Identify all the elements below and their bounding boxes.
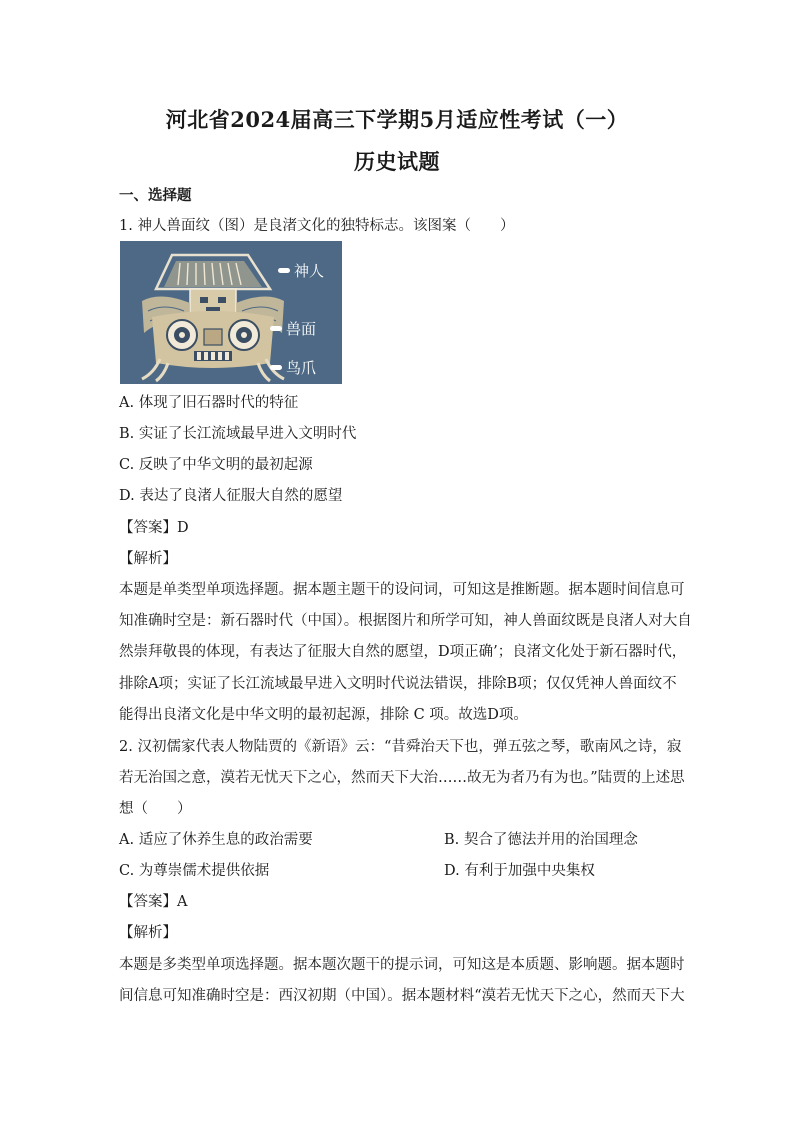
q2-option-d: D. 有利于加强中央集权 xyxy=(444,863,595,879)
q1-option-d: D. 表达了良渚人征服大自然的愿望 xyxy=(119,488,343,504)
q2-stem-line: 2. 汉初儒家代表人物陆贾的《新语》云：“昔舜治天下也，弹五弦之琴，歌南风之诗，寂 xyxy=(119,739,682,755)
q2-option-b: B. 契合了德法并用的治国理念 xyxy=(444,832,638,848)
q2-option-a: A. 适应了休养生息的政治需要 xyxy=(119,832,313,848)
figure-label-deity: 神人 xyxy=(294,262,325,280)
q1-analysis-line: 知准确时空是：新石器时代（中国）。根据图片和所学可知，神人兽面纹既是良渚人对大自 xyxy=(119,613,692,629)
document-subtitle: 历史试题 xyxy=(354,149,440,174)
figure-label-beast-face: 兽面 xyxy=(286,320,317,338)
q2-answer: 【答案】A xyxy=(119,894,188,910)
q1-analysis-line: 能得出良渚文化是中华文明的最初起源，排除 C 项。故选D项。 xyxy=(119,707,528,723)
section-heading: 一、选择题 xyxy=(119,187,192,204)
q1-option-c: C. 反映了中华文明的最初起源 xyxy=(119,457,313,473)
q2-stem-line: 想（ ） xyxy=(119,801,192,817)
q1-option-b: B. 实证了长江流域最早进入文明时代 xyxy=(119,426,357,442)
q2-option-c: C. 为尊崇儒术提供依据 xyxy=(119,863,270,879)
q2-analysis-line: 本题是多类型单项选择题。据本题次题干的提示词，可知这是本质题、影响题。据本题时 xyxy=(119,957,685,973)
q2-analysis-line: 间信息可知准确时空是：西汉初期（中国）。据本题材料“漠若无忧天下之心，然而天下大 xyxy=(119,988,685,1004)
q1-option-a: A. 体现了旧石器时代的特征 xyxy=(119,395,299,411)
q1-analysis-line: 排除A项；实证了长江流域最早进入文明时代说法错误，排除B项；仅仅凭神人兽面纹不 xyxy=(119,676,677,692)
document-title: 河北省2024届高三下学期5月适应性考试（一） xyxy=(165,107,629,132)
q1-answer: 【答案】D xyxy=(119,520,189,536)
q2-analysis-label: 【解析】 xyxy=(119,925,177,941)
q1-analysis-line: 然崇拜敬畏的体现，有表达了征服大自然的愿望，D项正确’；良渚文化处于新石器时代， xyxy=(119,644,687,660)
figure-label-bird-claw: 鸟爪 xyxy=(286,359,317,377)
q2-stem-line: 若无治国之意，漠若无忧天下之心，然而天下大治……故无为者乃有为也。”陆贾的上述思 xyxy=(119,770,685,786)
q1-analysis-line: 本题是单类型单项选择题。据本题主题干的设问词，可知这是推断题。据本题时间信息可 xyxy=(119,582,685,598)
q1-stem: 1. 神人兽面纹（图）是良渚文化的独特标志。该图案（ ） xyxy=(119,218,515,234)
q1-analysis-label: 【解析】 xyxy=(119,551,177,567)
q1-figure xyxy=(120,241,342,384)
